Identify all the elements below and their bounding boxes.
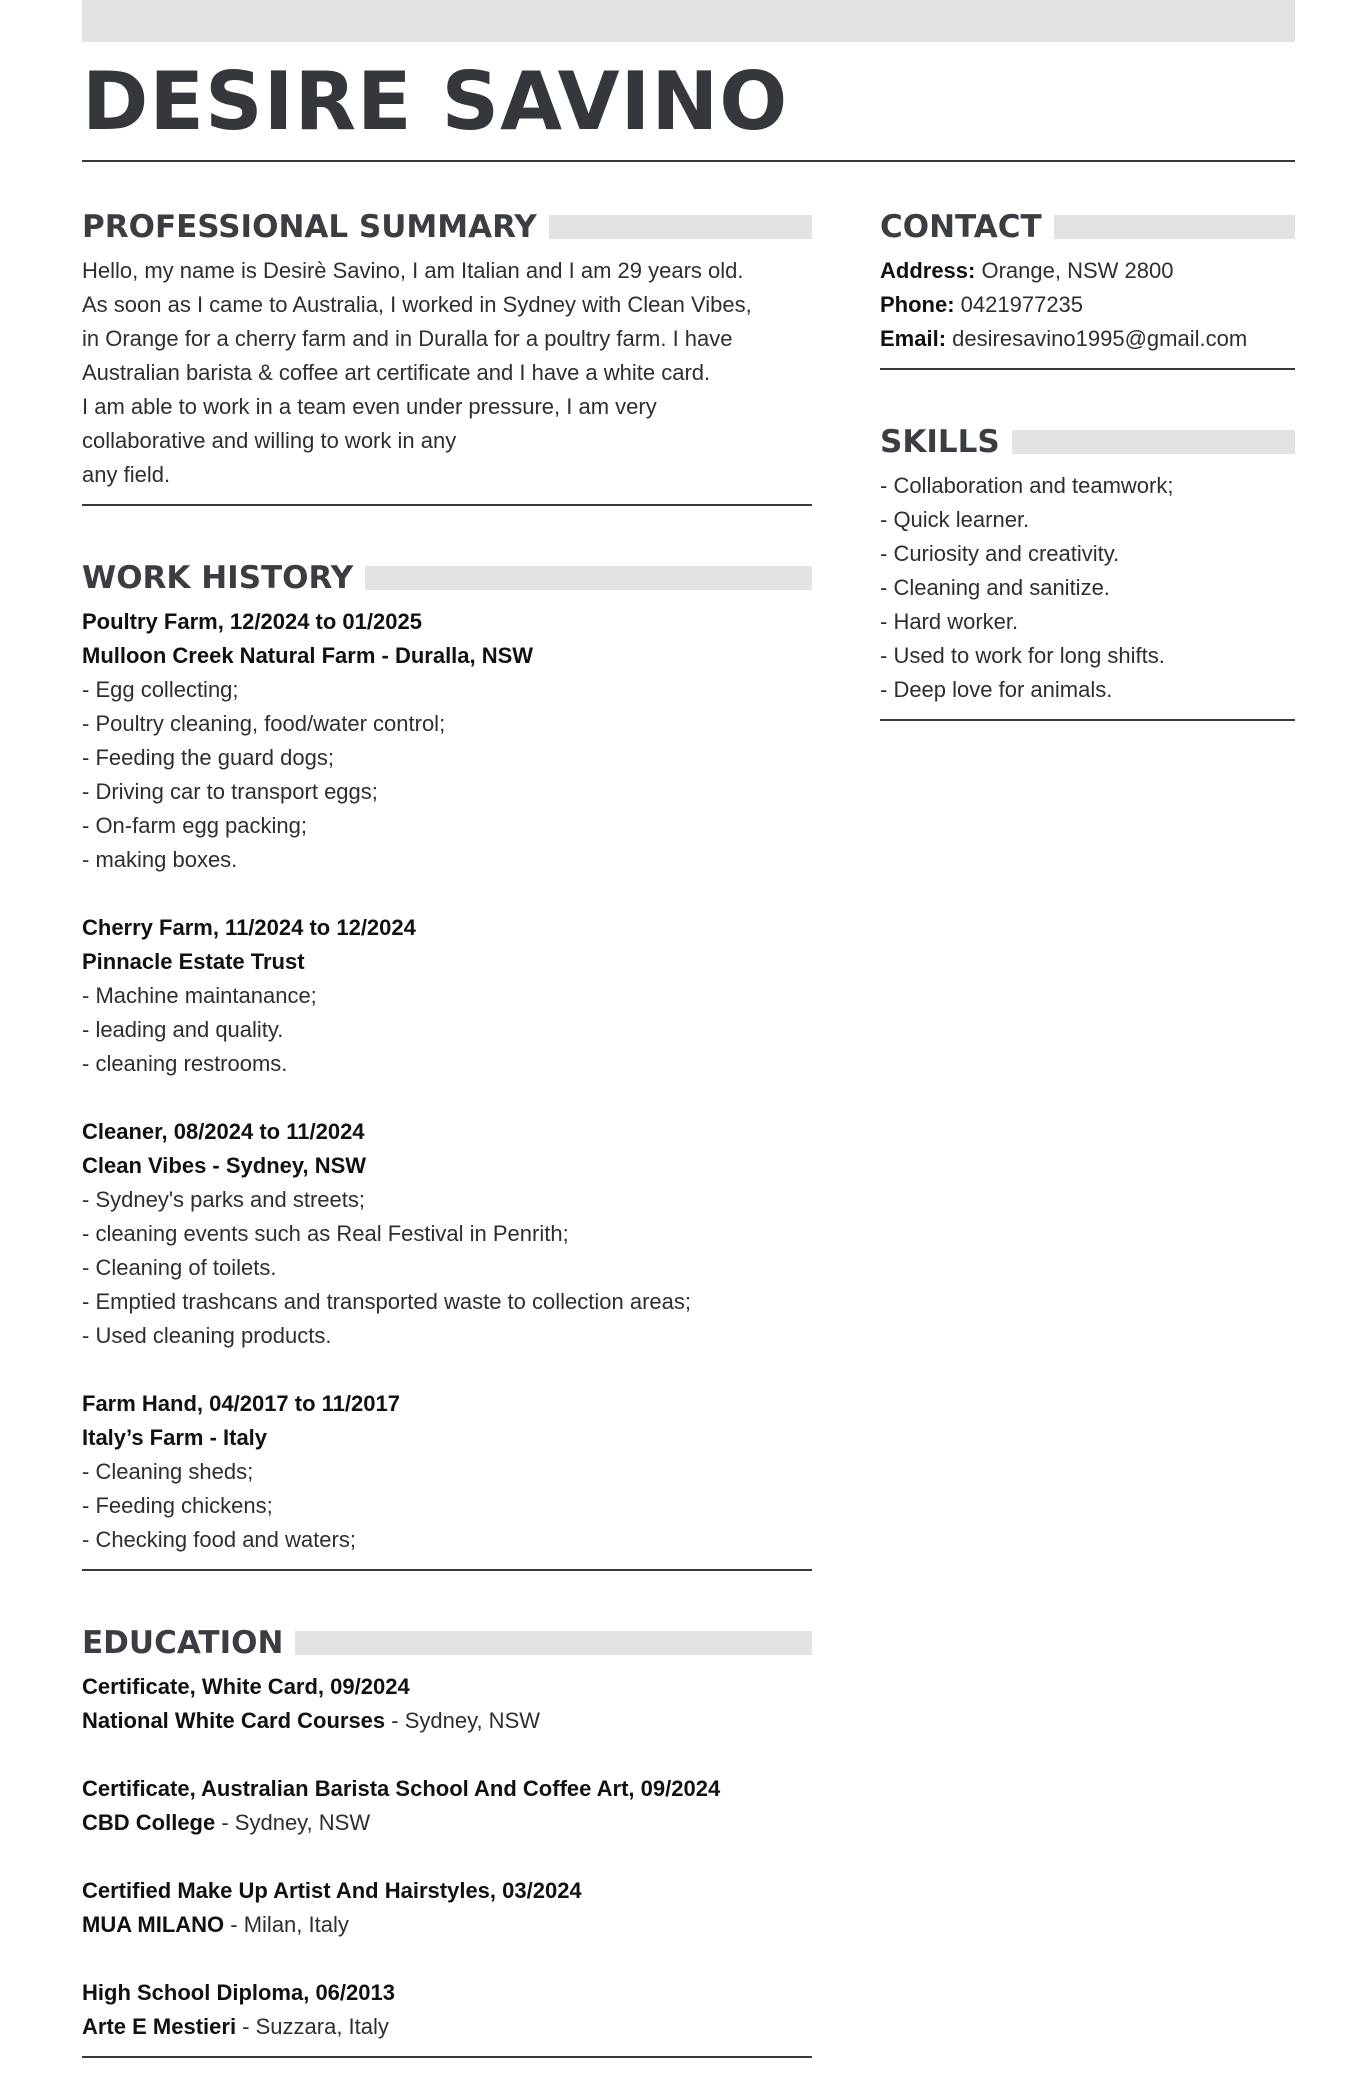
email-value[interactable]: desiresavino1995@gmail.com [946, 326, 1248, 351]
job-duties [82, 979, 812, 1081]
education-divider [82, 2056, 812, 2058]
education-title: EDUCATION [82, 1625, 284, 1661]
duty-item: - Driving car to transport eggs; [82, 779, 378, 804]
education-section [82, 1623, 812, 2058]
education-title-line: Certificate, Australian Barista School And Coffee Art, 09/2024 [82, 1776, 721, 1801]
school-name: MUA MILANO [82, 1912, 225, 1937]
skill-item: - Deep love for animals. [880, 677, 1113, 702]
header-accent-bar [82, 0, 1295, 42]
duty-item: - Emptied trashcans and transported waste to collection areas; [82, 1289, 691, 1314]
duty-item: - Feeding chickens; [82, 1493, 273, 1518]
school-name: Arte E Mestieri [82, 2014, 237, 2039]
job-employer: Mulloon Creek Natural Farm - Duralla, NSW [82, 643, 534, 668]
duty-item: - leading and quality. [82, 1017, 284, 1042]
section-accent-bar [365, 566, 812, 590]
school-name: National White Card Courses [82, 1708, 386, 1733]
address-label: Address: [880, 258, 976, 283]
job-employer: Italy’s Farm - Italy [82, 1425, 268, 1450]
education-heading [82, 1623, 812, 1663]
education-school-line [82, 1704, 812, 1738]
job-duties [82, 673, 812, 877]
duty-item: - Machine maintanance; [82, 983, 317, 1008]
duty-item: - Egg collecting; [82, 677, 239, 702]
contact-divider [880, 368, 1295, 370]
summary-title: PROFESSIONAL SUMMARY [82, 209, 537, 245]
phone-label: Phone: [880, 292, 955, 317]
school-location: - Milan, Italy [224, 1912, 349, 1937]
contact-section [880, 207, 1295, 370]
duty-item: - Sydney's parks and streets; [82, 1187, 365, 1212]
education-school-line [82, 1908, 812, 1942]
duty-item: - Cleaning of toilets. [82, 1255, 277, 1280]
job-duties [82, 1455, 812, 1557]
job-duties [82, 1183, 812, 1353]
summary-line: Australian barista & coffee art certificate and I have a white card. [82, 360, 711, 385]
skills-list [880, 469, 1295, 707]
email-label: Email: [880, 326, 947, 351]
summary-text [82, 254, 812, 492]
job-employer: Pinnacle Estate Trust [82, 949, 305, 974]
summary-line: any field. [82, 462, 171, 487]
work-history-heading [82, 558, 812, 598]
name-divider [82, 160, 1295, 162]
job-entry [82, 911, 812, 1081]
candidate-name: DESIRE SAVINO [82, 55, 789, 148]
right-column [880, 207, 1295, 721]
school-location: - Sydney, NSW [215, 1810, 371, 1835]
phone-value[interactable]: 0421977235 [954, 292, 1084, 317]
job-title: Farm Hand, 04/2017 to 11/2017 [82, 1391, 400, 1416]
work-history-section [82, 558, 812, 1571]
summary-line: Hello, my name is Desirè Savino, I am Italian and I am 29 years old. [82, 258, 744, 283]
left-column [82, 207, 812, 2058]
education-title-line: Certified Make Up Artist And Hairstyles, 03/2024 [82, 1878, 582, 1903]
skills-heading [880, 422, 1295, 462]
duty-item: - cleaning restrooms. [82, 1051, 288, 1076]
school-location: - Suzzara, Italy [236, 2014, 389, 2039]
skill-item: - Curiosity and creativity. [880, 541, 1120, 566]
skill-item: - Used to work for long shifts. [880, 643, 1165, 668]
duty-item: - Poultry cleaning, food/water control; [82, 711, 446, 736]
education-entry [82, 1874, 812, 1942]
education-school-line [82, 1806, 812, 1840]
section-accent-bar [295, 1631, 812, 1655]
skills-section [880, 422, 1295, 721]
skills-title: SKILLS [880, 424, 1000, 460]
address-value: Orange, NSW 2800 [975, 258, 1174, 283]
work-history-divider [82, 1569, 812, 1571]
job-title: Cherry Farm, 11/2024 to 12/2024 [82, 915, 416, 940]
skill-item: - Cleaning and sanitize. [880, 575, 1110, 600]
summary-section [82, 207, 812, 506]
contact-email [880, 322, 1295, 356]
job-title: Cleaner, 08/2024 to 11/2024 [82, 1119, 365, 1144]
duty-item: - On-farm egg packing; [82, 813, 307, 838]
skill-item: - Quick learner. [880, 507, 1030, 532]
duty-item: - Feeding the guard dogs; [82, 745, 334, 770]
contact-title: CONTACT [880, 209, 1042, 245]
work-history-title: WORK HISTORY [82, 560, 354, 596]
education-title-line: Certificate, White Card, 09/2024 [82, 1674, 410, 1699]
summary-line: in Orange for a cherry farm and in Duralla for a poultry farm. I have [82, 326, 733, 351]
duty-item: - cleaning events such as Real Festival in Penrith; [82, 1221, 569, 1246]
job-entry [82, 1387, 812, 1557]
skills-divider [880, 719, 1295, 721]
summary-divider [82, 504, 812, 506]
duty-item: - Checking food and waters; [82, 1527, 356, 1552]
duty-item: - Cleaning sheds; [82, 1459, 254, 1484]
section-accent-bar [549, 215, 812, 239]
job-employer: Clean Vibes - Sydney, NSW [82, 1153, 367, 1178]
school-location: - Sydney, NSW [385, 1708, 541, 1733]
education-entry [82, 1670, 812, 1738]
job-entry [82, 1115, 812, 1353]
job-title: Poultry Farm, 12/2024 to 01/2025 [82, 609, 422, 634]
contact-address [880, 254, 1295, 288]
section-accent-bar [1054, 215, 1295, 239]
section-accent-bar [1012, 430, 1295, 454]
summary-heading [82, 207, 812, 247]
summary-line: I am able to work in a team even under pressure, I am very [82, 394, 657, 419]
education-entry [82, 1772, 812, 1840]
education-entry [82, 1976, 812, 2044]
summary-line: collaborative and willing to work in any [82, 428, 457, 453]
summary-line: As soon as I came to Australia, I worked in Sydney with Clean Vibes, [82, 292, 752, 317]
contact-details [880, 254, 1295, 356]
education-school-line [82, 2010, 812, 2044]
education-title-line: High School Diploma, 06/2013 [82, 1980, 395, 2005]
skill-item: - Collaboration and teamwork; [880, 473, 1174, 498]
skill-item: - Hard worker. [880, 609, 1019, 634]
contact-heading [880, 207, 1295, 247]
duty-item: - Used cleaning products. [82, 1323, 332, 1348]
job-entry [82, 605, 812, 877]
duty-item: - making boxes. [82, 847, 238, 872]
contact-phone [880, 288, 1295, 322]
school-name: CBD College [82, 1810, 216, 1835]
